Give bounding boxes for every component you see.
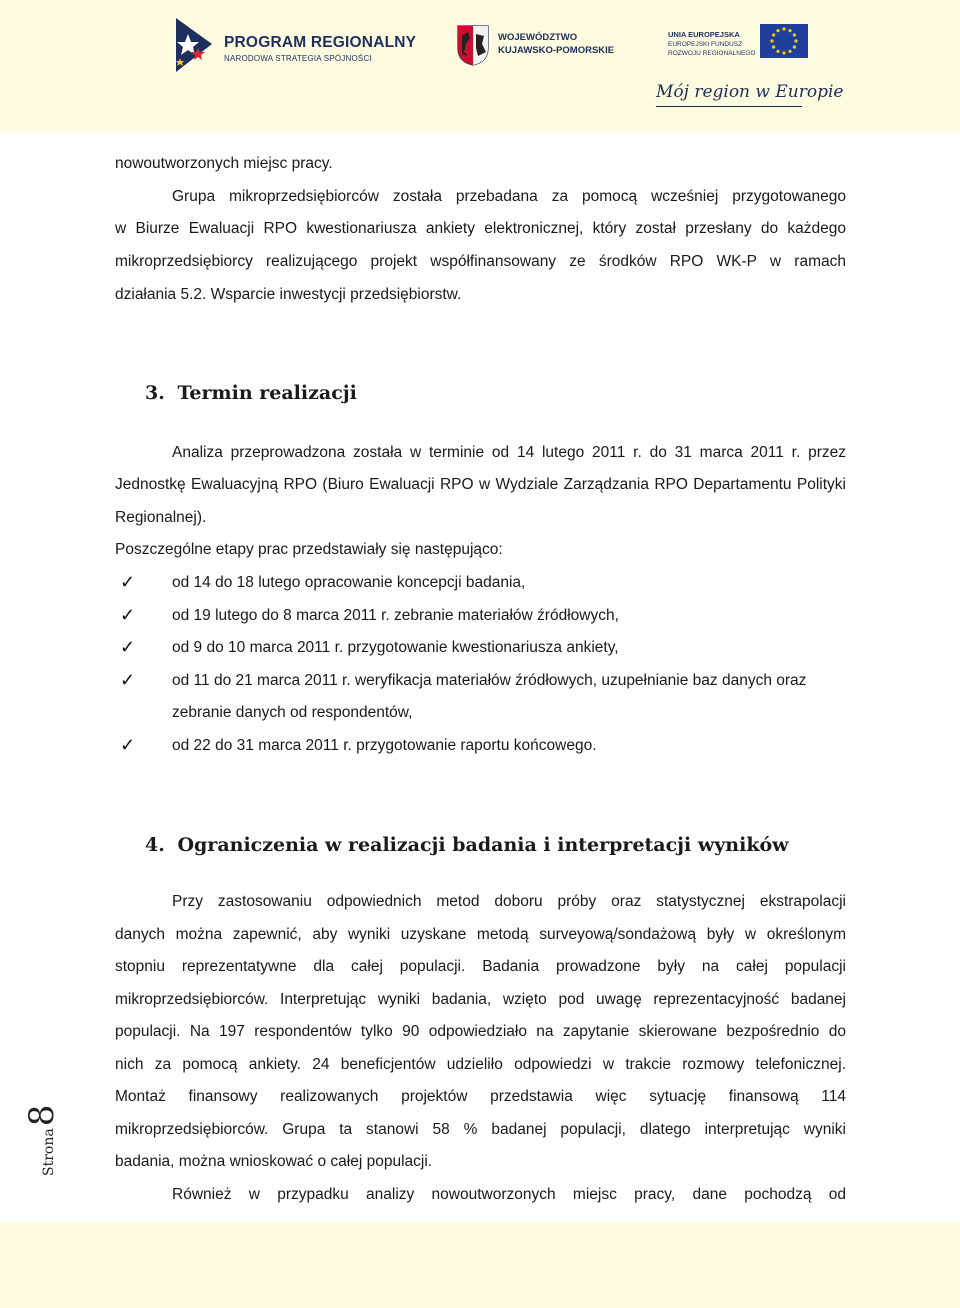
section-4-line-2: danych można zapewnić, aby wyniki uzyskane metodą surveyową/sondażową były w określonym [115,926,846,943]
intro-line-2: Grupa mikroprzedsiębiorców została przebadana za pomocą wcześniej przygotowanego [172,188,846,205]
program-subtitle: NARODOWA STRATEGIA SPÓJNOŚCI [224,54,372,63]
region-logo [456,24,626,68]
program-title: PROGRAM REGIONALNY [224,34,417,51]
section-4-line-5: populacji. Na 197 respondentów tylko 90 odpowiedziało na zapytanie skierowane bezpośrednio do [115,1023,846,1040]
intro-line-1: nowoutworzonych miejsc pracy. [115,155,333,172]
section-3-line-1: Analiza przeprowadzona została w terminie od 14 lutego 2011 r. do 31 marca 2011 r. przez [172,444,846,461]
section-3-heading [145,382,357,404]
list-item: od 22 do 31 marca 2011 r. przygotowanie raportu końcowego. [172,737,597,754]
checkmark-icon: ✓ [120,637,136,657]
slogan: Mój region w Europie [656,82,844,102]
list-intro: Poszczególne etapy prac przedstawiały się następująco: [115,541,503,558]
list-item: od 19 lutego do 8 marca 2011 r. zebranie materiałów źródłowych, [172,607,619,624]
region-name-line1: WOJEWÓDZTWO [498,32,578,43]
section-4-line-6: nich za pomocą ankiety. 24 beneficjentów udzieliło odpowiedzi w trakcie rozmowy telefonicznej. [115,1056,846,1073]
section-4-line-9: badania, można wnioskować o całej populacji. [115,1153,433,1170]
section-3-line-2: Jednostkę Ewaluacyjną RPO (Biuro Ewaluacji RPO w Wydziale Zarządzania RPO Departamentu Polityki [115,476,846,493]
section-4-line-8: mikroprzedsiębiorców. Grupa ta stanowi 58 % badanej populacji, dlatego interpretując wyniki [115,1121,846,1138]
list-item-continuation: zebranie danych od respondentów, [172,704,413,721]
eu-fund-line2: ROZWOJU REGIONALNEGO [668,50,756,57]
star-emblem-icon [172,14,220,74]
section-4-line-7: Montaż finansowy realizowanych projektów przedstawia więc sytuację finansową 114 [115,1088,846,1105]
section-3-title: Termin realizacji [177,382,357,404]
footer-band [0,1222,960,1308]
program-regionalny-logo [172,14,417,74]
page-number: 8 [22,1104,62,1127]
section-4-last-line: Również w przypadku analizy nowoutworzonych miejsc pracy, dane pochodzą od [172,1186,846,1203]
checkmark-icon: ✓ [120,735,136,755]
section-4-heading [145,834,789,856]
page-number-label [22,1098,62,1178]
intro-line-3: w Biurze Ewaluacji RPO kwestionariusza ankiety elektronicznej, który został przesłany do każdego [115,220,846,237]
eu-fund-line1: EUROPEJSKI FUNDUSZ [668,41,743,48]
page-word: Strona [41,1128,57,1176]
section-4-number: 4. [145,834,165,856]
list-item: od 9 do 10 marca 2011 r. przygotowanie kwestionariusza ankiety, [172,639,619,656]
list-item: od 14 do 18 lutego opracowanie koncepcji badania, [172,574,526,591]
intro-line-5: działania 5.2. Wsparcie inwestycji przedsiębiorstw. [115,286,462,303]
intro-line-4: mikroprzedsiębiorcy realizującego projekt współfinansowany ze środków RPO WK-P w ramach [115,253,846,270]
coat-of-arms-icon [456,24,490,66]
section-3-number: 3. [145,382,165,404]
section-4-line-1: Przy zastosowaniu odpowiednich metod doboru próby oraz statystycznej ekstrapolacji [172,893,846,910]
section-4-line-4: mikroprzedsiębiorców. Interpretując wyniki badania, wzięto pod uwagę reprezentacyjność badanej [115,991,846,1008]
list-item: od 11 do 21 marca 2011 r. weryfikacja materiałów źródłowych, uzupełnianie baz danych oraz [172,672,807,689]
checkmark-icon: ✓ [120,572,136,592]
eu-flag-icon [760,24,808,58]
checkmark-icon: ✓ [120,670,136,690]
section-4-title: Ograniczenia w realizacji badania i interpretacji wyników [177,834,789,856]
slogan-underline [656,106,802,107]
region-name-line2: KUJAWSKO-POMORSKIE [498,45,615,56]
checkmark-icon: ✓ [120,605,136,625]
section-4-line-3: stopniu reprezentatywne dla całej populacji. Badania prowadzone były na całej populacji [115,958,846,975]
section-3-line-3: Regionalnej). [115,509,207,526]
eu-logo [668,24,808,64]
eu-name: UNIA EUROPEJSKA [668,30,740,39]
